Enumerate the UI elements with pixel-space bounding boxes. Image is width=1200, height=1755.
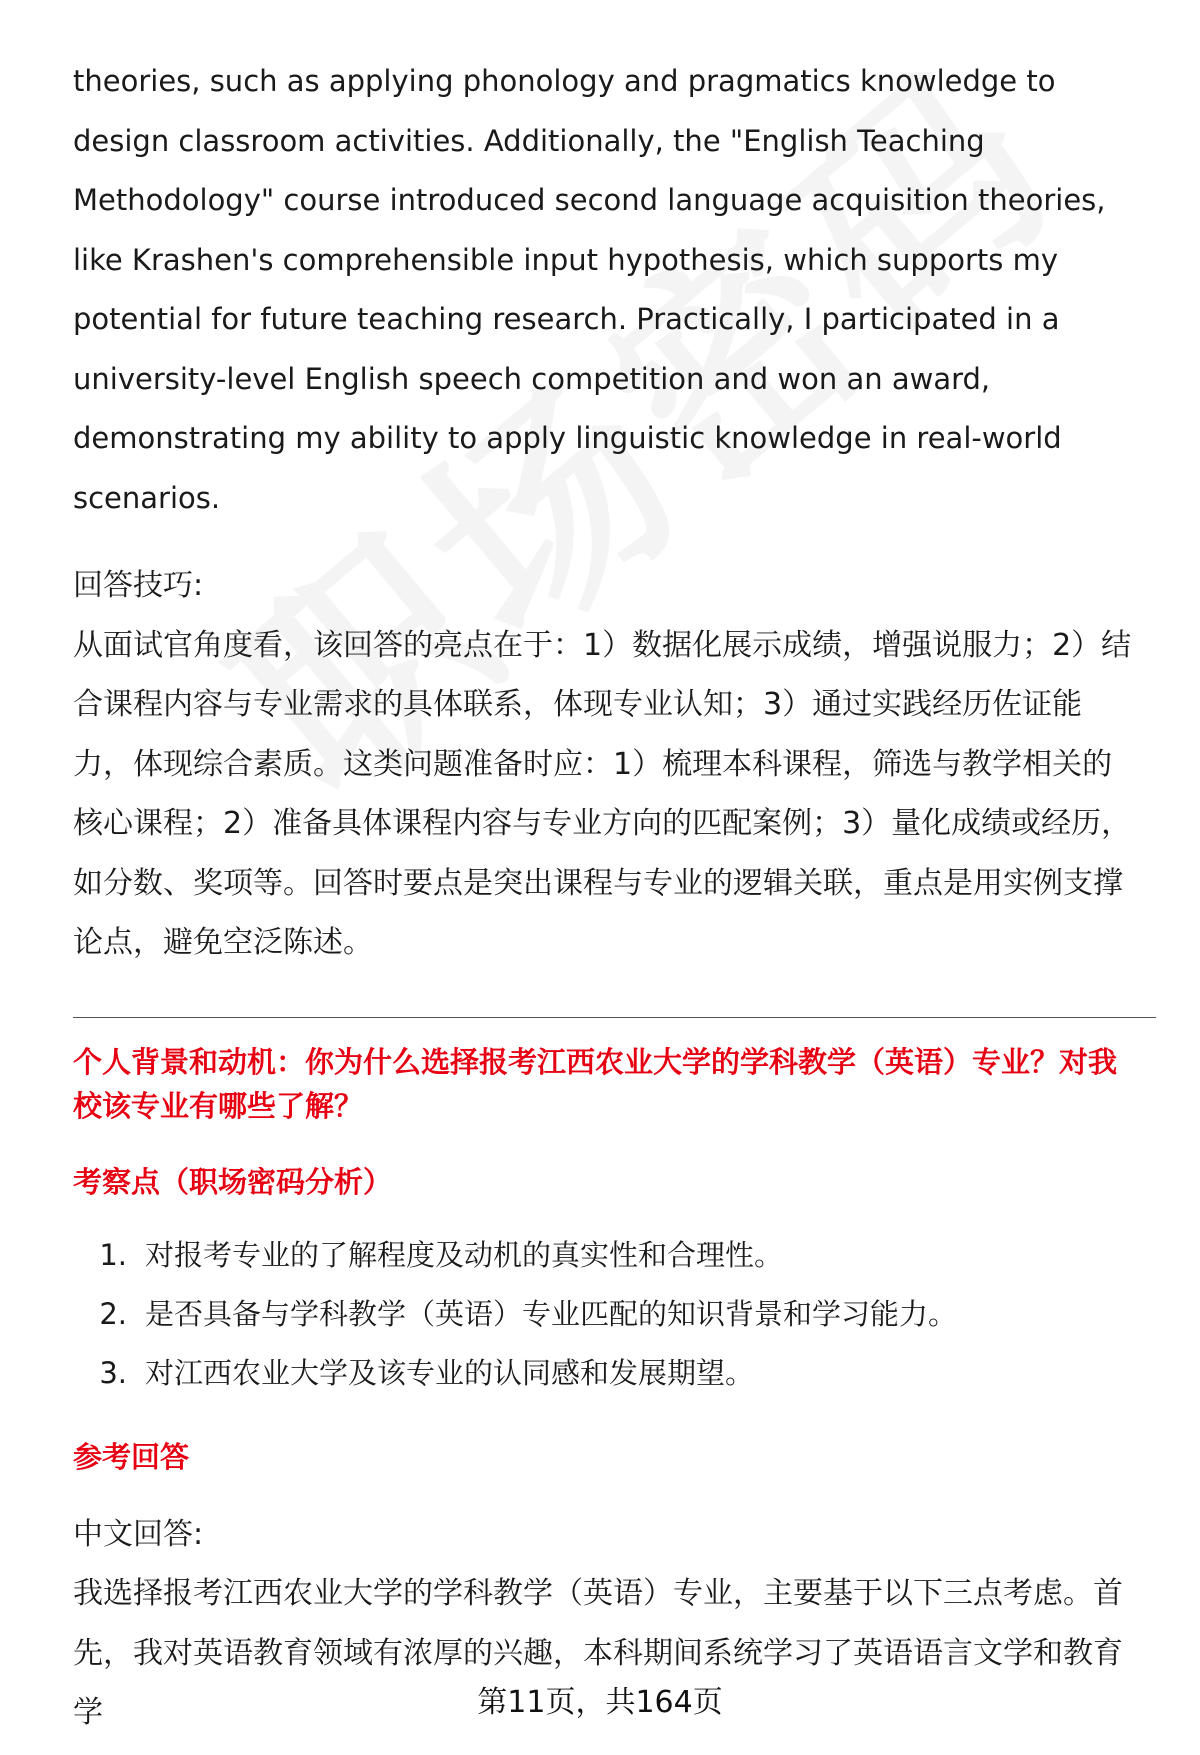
- tips-text: 从面试官角度看，该回答的亮点在于：1）数据化展示成绩，增强说服力；2）结合课程内容与专业需求的具体联系，体现专业认知；3）通过实践经历佐证能力，体现综合素质。这类问题准备时应：1）梳理本科课程，筛选与教学相关的核心课程；2）准备具体课程内容与专业方向的匹配案例；3）量化成绩或经历，如分数、奖项等。回答时要点是突出课程与专业的逻辑关联，重点是用实例支撑论点，避免空泛陈述。: [73, 627, 1132, 960]
- intro-paragraph: theories, such as applying phonology and pragmatics knowledge to design classroom activities. Additionally, the "English Teaching Methodology" course introduced second language acquisition theories, like Krashen's comprehensible input hypothesis, which supports my potential for future teaching research. Practically, I participated in a university-level English speech competition and won an award, demonstrating my ability to apply linguistic knowledge in real-world scenarios.: [73, 64, 1106, 515]
- chinese-answer-text: 我选择报考江西农业大学的学科教学（英语）专业，主要基于以下三点考虑。首先，我对英语教育领域有浓厚的兴趣，本科期间系统学习了英语语言文学和教育学: [73, 1576, 1123, 1730]
- list-item-text: 是否具备与学科教学（英语）专业匹配的知识背景和学习能力。: [145, 1296, 958, 1331]
- page-number: 第11页，共164页: [477, 1685, 723, 1720]
- chinese-answer-label: 中文回答:: [73, 1516, 204, 1552]
- tips-label: 回答技巧:: [73, 568, 204, 603]
- list-item: [73, 1226, 1133, 1285]
- question-heading: 个人背景和动机：你为什么选择报考江西农业大学的学科教学（英语）专业？对我校该专业有哪些了解？: [73, 1044, 1118, 1123]
- list-item-number: 3.: [99, 1355, 127, 1390]
- list-item: [73, 1344, 1133, 1403]
- list-item: [73, 1285, 1133, 1344]
- analysis-title: 考察点（职场密码分析）: [73, 1164, 393, 1199]
- list-item-text: 对江西农业大学及该专业的认同感和发展期望。: [145, 1355, 755, 1390]
- section-divider: [73, 1017, 1156, 1018]
- analysis-list: [73, 1226, 1133, 1403]
- list-item-text: 对报考专业的了解程度及动机的真实性和合理性。: [145, 1237, 784, 1272]
- list-item-number: 1.: [99, 1237, 127, 1272]
- list-item-number: 2.: [99, 1296, 127, 1331]
- reference-title: 参考回答: [73, 1439, 190, 1474]
- document-page: [73, 52, 1133, 1743]
